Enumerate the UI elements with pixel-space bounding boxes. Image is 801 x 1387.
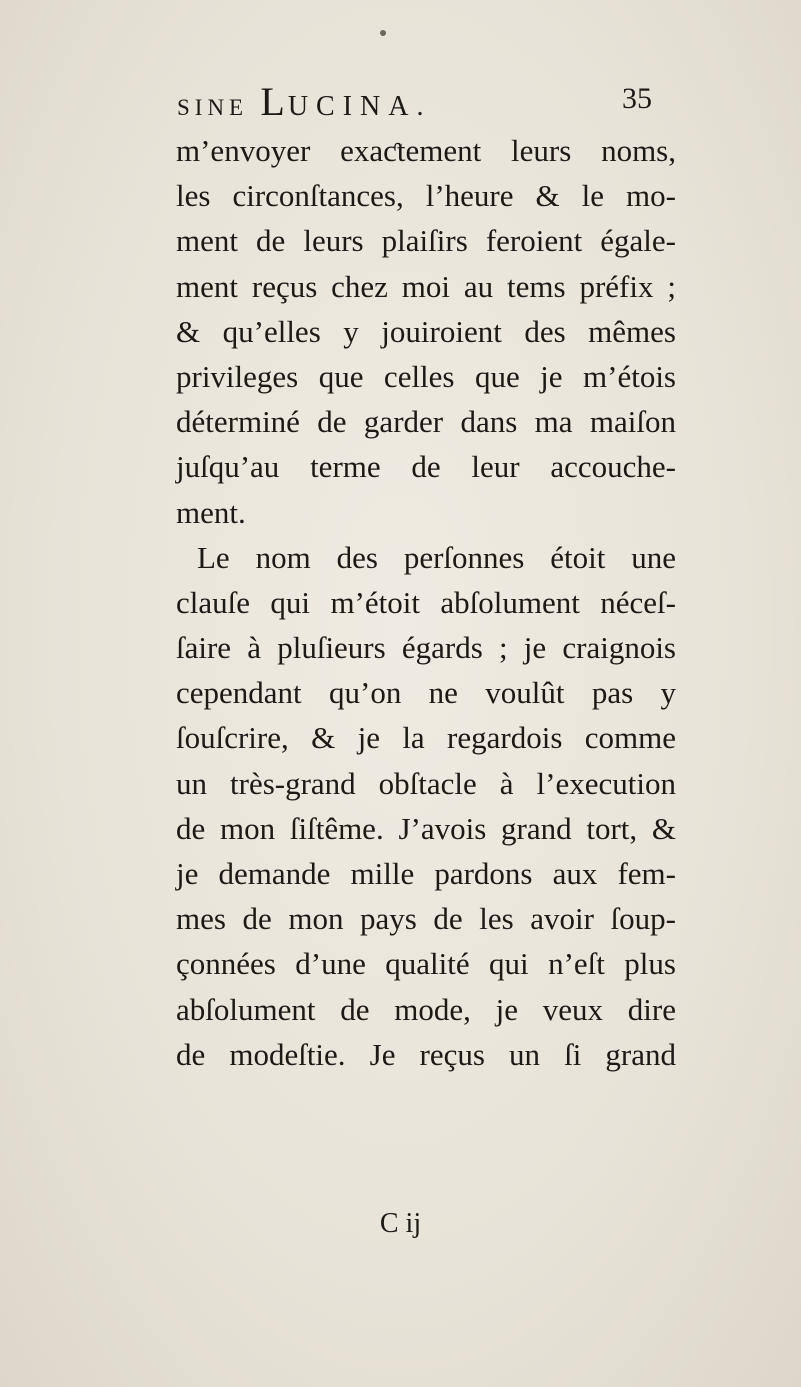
running-head <box>177 78 657 124</box>
running-head-prefix: SINE <box>177 95 249 120</box>
text-line: çonnées d’une qualité qui n’eſt plus <box>176 946 676 982</box>
text-line: ment reçus chez moi au tems préfix ; <box>176 268 676 304</box>
text-line: déterminé de garder dans ma maiſon <box>176 404 676 440</box>
text-line: Le nom des perſonnes étoit une <box>197 539 676 575</box>
text-line: ment. <box>176 494 246 530</box>
text-line: m’envoyer exaƈtement leurs noms, <box>176 133 676 168</box>
text-line: un très-grand obſtacle à l’execution <box>176 765 676 801</box>
page-number: 35 <box>622 82 652 115</box>
text-line: privileges que celles que je m’étois <box>176 358 676 394</box>
running-head-title <box>177 78 431 125</box>
text-line: & qu’elles y jouiroient des mêmes <box>176 313 676 349</box>
running-head-initial: L <box>260 79 288 124</box>
text-line: les circonſtances, l’heure & le mo- <box>176 178 676 214</box>
text-line: cependant qu’on ne voulût pas y <box>176 675 676 711</box>
text-line: ſaire à pluſieurs égards ; je craignois <box>176 630 676 666</box>
text-line: de modeſtie. Je reçus un ſi grand <box>176 1036 676 1072</box>
text-line: je demande mille pardons aux fem- <box>176 856 676 891</box>
signature-mark: C ij <box>379 1208 422 1239</box>
text-line: ment de leurs plaiſirs feroient égale- <box>176 223 676 259</box>
running-head-name: UCINA. <box>287 91 432 122</box>
text-line: de mon ſiſtême. J’avois grand tort, & <box>176 810 676 846</box>
ink-speck <box>380 30 386 36</box>
text-line: clauſe qui m’étoit abſolument néceſ- <box>176 584 676 620</box>
body-text <box>176 128 676 1077</box>
text-line: ſouſcrire, & je la regardois comme <box>176 720 676 756</box>
text-line: abſolument de mode, je veux dire <box>176 991 676 1027</box>
text-line: mes de mon pays de les avoir ſoup- <box>176 901 676 937</box>
text-line: juſqu’au terme de leur accouche- <box>176 449 676 485</box>
